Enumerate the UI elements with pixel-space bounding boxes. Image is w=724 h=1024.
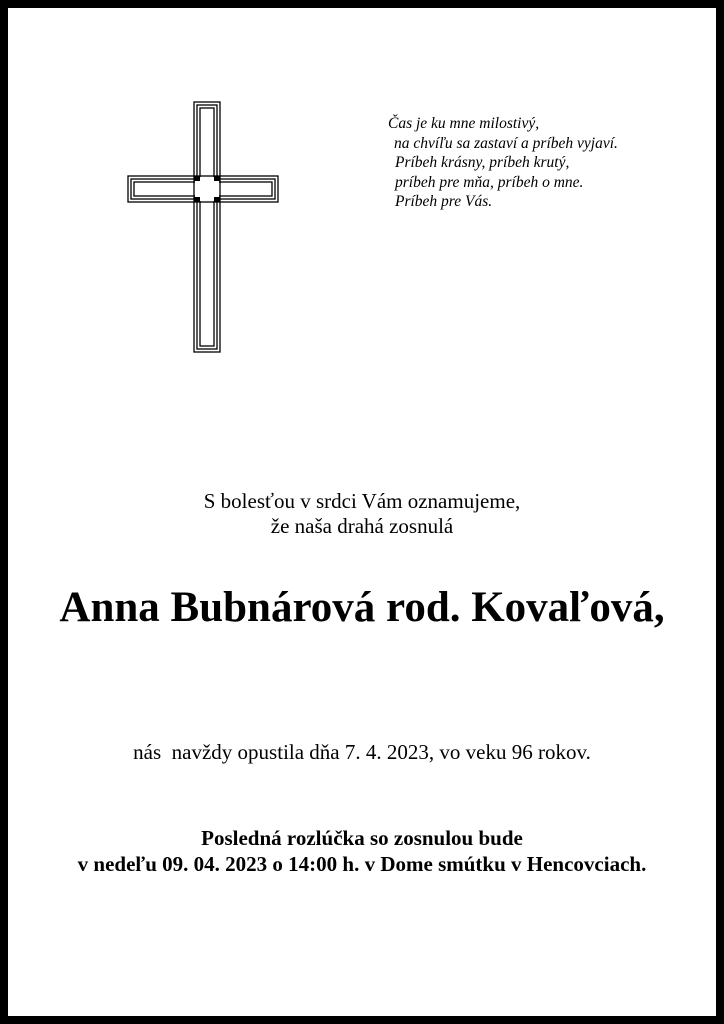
funeral-details (8, 825, 716, 877)
poem-line: príbeh pre mňa, príbeh o mne. (395, 173, 584, 191)
poem (388, 114, 618, 212)
intro-line: že naša drahá zosnulá (270, 514, 454, 538)
funeral-line: Posledná rozlúčka so zosnulou bude (201, 826, 523, 850)
poem-line: Čas je ku mne milostivý, (388, 115, 540, 132)
cross-icon (122, 100, 282, 354)
poem-line: na chvíľu sa zastaví a príbeh vyjaví. (394, 134, 618, 152)
poem-line: Príbeh pre Vás. (395, 193, 493, 210)
intro-line: S bolesťou v srdci Vám oznamujeme, (203, 489, 521, 513)
obituary-page (8, 8, 716, 1016)
poem-line: Príbeh krásny, príbeh krutý, (395, 154, 570, 171)
deceased-name: Anna Bubnárová rod. Kovaľová, (59, 584, 665, 631)
announcement-intro (8, 489, 716, 539)
funeral-line: v nedeľu 09. 04. 2023 o 14:00 h. v Dome smútku v Hencovciach. (77, 852, 647, 876)
death-details: nás navždy opustila dňa 7. 4. 2023, vo veku 96 rokov. (133, 740, 591, 764)
